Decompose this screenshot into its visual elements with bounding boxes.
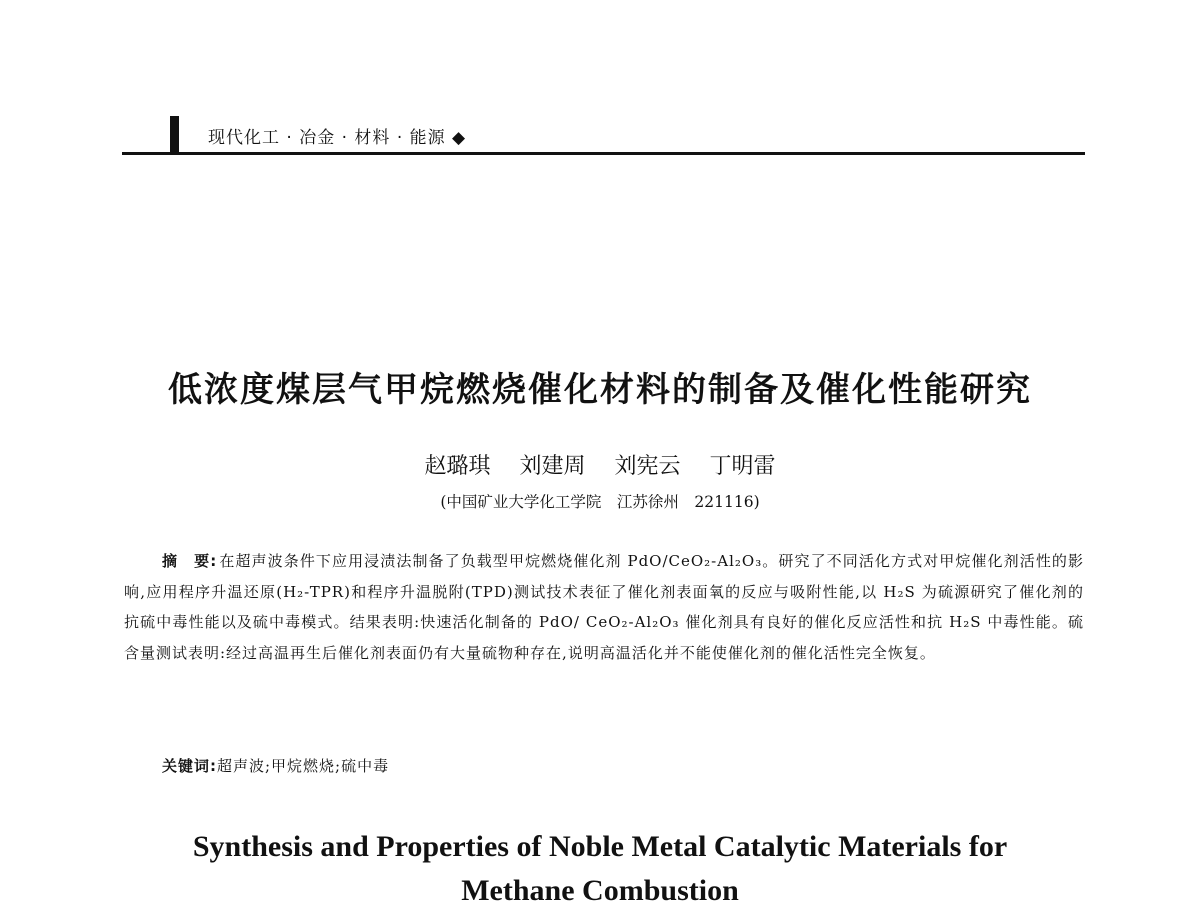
keywords-text: 超声波;甲烷燃烧;硫中毒 xyxy=(217,757,390,775)
affiliation: (中国矿业大学化工学院 江苏徐州 221116) xyxy=(440,493,760,511)
running-header xyxy=(122,116,1085,156)
keywords-label: 关键词: xyxy=(162,757,217,775)
abstract-label: 摘 要: xyxy=(162,552,218,570)
author-name: 刘建周 xyxy=(519,454,586,479)
author-name: 丁明雷 xyxy=(709,454,776,479)
keywords xyxy=(162,755,389,776)
abstract-text: 在超声波条件下应用浸渍法制备了负载型甲烷燃烧催化剂 PdO/CeO₂-Al₂O₃。研究了不同活化方式对甲烷催化剂活性的影响,应用程序升温还原(H₂-TPR)和程序升温脱附(TPD)测试技术表征了催化剂表面氧的反应与吸附性能,以 H₂S 为硫源研究了催化剂的抗硫中毒性能以及硫中毒模式。结果表明:快速活化制备的 PdO/ CeO₂-Al₂O₃ 催化剂具有良好的催化反应活性和抗 H₂S 中毒性能。硫含量测试表明:经过高温再生后催化剂表面仍有大量硫物种存在,说明高温活化并不能使催化剂的催化活性完全恢复。 xyxy=(124,552,1085,662)
english-title-line: Synthesis and Properties of Noble Metal Catalytic Materials for xyxy=(192,830,1008,863)
running-title: 现代化工 · 冶金 · 材料 · 能源 ◆ xyxy=(208,128,467,148)
header-rule xyxy=(122,152,1085,155)
author-list xyxy=(0,449,1200,480)
english-title xyxy=(0,825,1200,913)
header-marker-bar xyxy=(170,116,179,152)
author-name: 刘宪云 xyxy=(614,454,681,479)
author-name: 赵璐琪 xyxy=(424,454,491,479)
abstract xyxy=(124,546,1084,668)
paper-title: 低浓度煤层气甲烷燃烧催化材料的制备及催化性能研究 xyxy=(168,370,1032,410)
english-title-line: Methane Combustion xyxy=(461,874,739,907)
